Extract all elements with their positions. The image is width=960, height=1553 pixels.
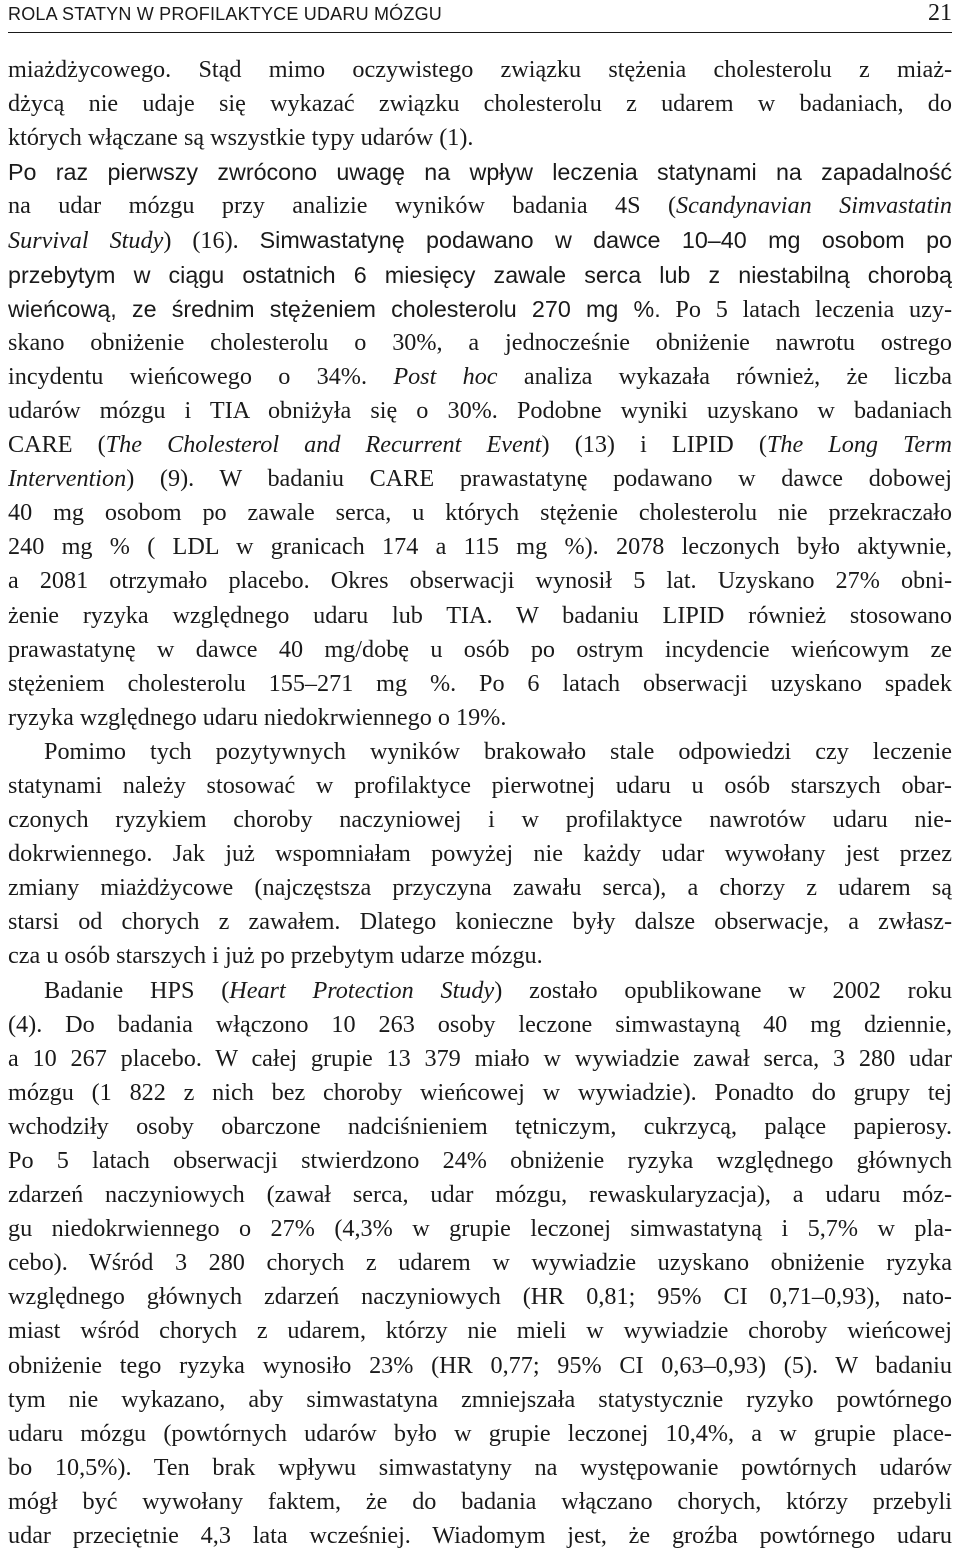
italic-text-run: Intervention xyxy=(8,465,127,493)
text-line xyxy=(8,1280,952,1314)
sans-text-run: Po raz pierwszy zwrócono uwagę na wpływ leczenia statynami na zapadalność xyxy=(8,159,952,186)
text-line xyxy=(8,1110,952,1144)
text-run: zmiany miażdżycowe (najczęstsza przyczyna zawału serca), a chorzy z udarem są xyxy=(8,874,952,902)
text-run: a 2081 otrzymało placebo. Okres obserwacji wynosił 5 lat. Uzyskano 27% obni- xyxy=(8,567,952,595)
text-line xyxy=(8,1417,952,1451)
sans-text-run: przebytym w ciągu ostatnich 6 miesięcy zawale serca lub z niestabilną chorobą xyxy=(8,261,952,288)
text-line xyxy=(8,564,952,598)
text-run: cza u osób starszych i już po przebytym udarze mózgu. xyxy=(8,942,543,970)
text-line xyxy=(8,258,952,292)
text-run: bo 10,5%). Ten brak wpływu simwastatyny na występowanie powtórnych udarów xyxy=(8,1453,952,1481)
text-line xyxy=(8,1008,952,1042)
text-line xyxy=(8,974,952,1008)
text-line xyxy=(8,1076,952,1110)
text-line xyxy=(8,1144,952,1178)
text-run: wchodziły osoby obarczone nadciśnieniem tętniczym, cukrzycą, palące papierosy. xyxy=(8,1112,952,1140)
text-line xyxy=(8,1383,952,1417)
paragraph-4s-care-lipid xyxy=(8,53,952,735)
text-line xyxy=(8,1178,952,1212)
text-line xyxy=(8,530,952,564)
text-line xyxy=(8,155,952,189)
text-run: a 10 267 placebo. W całej grupie 13 379 miało w wywiadzie zawał serca, 3 280 udar xyxy=(8,1044,952,1072)
text-run: miażdżycowego. Stąd mimo oczywistego związku stężenia cholesterolu z miaż- xyxy=(8,56,952,83)
italic-text-run: Scandynavian Simvastatin xyxy=(676,192,952,220)
italic-text-run: The Long Term xyxy=(766,431,952,459)
text-line xyxy=(8,803,952,837)
text-run: skano obniżenie cholesterolu o 30%, a jednocześnie obniżenie nawrotu ostrego xyxy=(8,328,952,356)
italic-text-run: The Cholesterol and Recurrent Event xyxy=(105,431,542,459)
text-line xyxy=(8,1042,952,1076)
text-line xyxy=(8,1212,952,1246)
text-line xyxy=(8,87,952,121)
text-run: dżycą nie udaje się wykazać związku cholesterolu z udarem w badaniach, do xyxy=(8,90,952,118)
text-line xyxy=(8,189,952,223)
text-line xyxy=(8,837,952,871)
text-run: których włączane są wszystkie typy udarów (1). xyxy=(8,124,474,152)
paragraph-open-questions xyxy=(8,735,952,974)
text-run: czonych ryzykiem choroby naczyniowej i w profilaktyce nawrotów udaru nie- xyxy=(8,806,952,834)
text-run: Pomimo tych pozytywnych wyników brakowało stale odpowiedzi czy leczenie xyxy=(44,737,952,765)
text-line xyxy=(8,871,952,905)
text-line xyxy=(8,633,952,667)
text-line xyxy=(8,292,952,326)
body-text xyxy=(8,53,952,1553)
text-line xyxy=(8,462,952,496)
text-run: 240 mg % ( LDL w granicach 174 a 115 mg %). 2078 leczonych było aktywnie, xyxy=(8,533,952,561)
text-run: (4). Do badania włączono 10 263 osoby leczone simwastayną 40 mg dziennie, xyxy=(8,1010,952,1038)
text-run: analiza wykazała również, że liczba xyxy=(497,362,952,390)
page-number: 21 xyxy=(928,0,952,26)
text-line xyxy=(8,53,952,87)
paragraph-hps-study xyxy=(8,974,952,1553)
text-run: gu niedokrwiennego o 27% (4,3% w grupie leczonej simwastatyną i 5,7% w pla- xyxy=(8,1215,952,1243)
text-run: Po 5 latach obserwacji stwierdzono 24% obniżenie ryzyka względnego głównych xyxy=(8,1147,952,1174)
text-line xyxy=(8,496,952,530)
italic-text-run: Heart Protection Study xyxy=(229,976,495,1004)
text-line xyxy=(8,223,952,257)
text-run: ) (9). W badaniu CARE prawastatynę podawano w dawce dobowej xyxy=(126,465,952,493)
text-line xyxy=(8,701,952,735)
text-run: Po 5 latach leczenia uzy- xyxy=(660,295,952,323)
text-line xyxy=(8,121,952,155)
text-line xyxy=(8,1451,952,1485)
text-run: ) (16). xyxy=(163,227,260,255)
text-line xyxy=(8,599,952,633)
text-run: udar przeciętnie 4,3 lata wcześniej. Wiadomym jest, że groźba powtórnego udaru xyxy=(8,1522,952,1550)
text-run: tym nie wykazano, aby simwastatyna zmniejszała statystycznie ryzyko powtórnego xyxy=(8,1385,952,1413)
italic-text-run: Post hoc xyxy=(393,362,498,390)
text-line xyxy=(8,428,952,462)
running-header xyxy=(8,0,952,33)
text-line xyxy=(8,667,952,701)
italic-text-run: Survival Study xyxy=(8,227,164,255)
text-run: incydentu wieńcowego o 34%. xyxy=(8,362,394,390)
text-line xyxy=(8,1485,952,1519)
text-run: 40 mg osobom po zawale serca, u których stężenie cholesterolu nie przekraczało xyxy=(8,499,952,527)
text-run: cebo). Wśród 3 280 chorych z udarem w wywiadzie uzyskano obniżenie ryzyka xyxy=(8,1249,952,1277)
sans-text-run: wieńcową, ze średnim stężeniem cholesterolu 270 mg %. xyxy=(8,295,661,322)
text-line xyxy=(8,1519,952,1553)
text-line xyxy=(8,905,952,939)
text-run: ) (13) i LIPID ( xyxy=(541,431,767,459)
text-line xyxy=(8,326,952,360)
text-run: mógł być wywołany faktem, że do badania włączano chorych, którzy przebyli xyxy=(8,1487,952,1515)
text-run: obniżenie tego ryzyka wynosiło 23% (HR 0,77; 95% CI 0,63–0,93) (5). W badaniu xyxy=(8,1351,952,1379)
text-run: Badanie HPS ( xyxy=(44,976,230,1004)
text-line xyxy=(8,1314,952,1348)
running-title: ROLA STATYN W PROFILAKTYCE UDARU MÓZGU xyxy=(8,4,442,24)
text-run: mózgu (1 822 z nich bez choroby wieńcowej w wywiadzie). Ponadto do grupy tej xyxy=(8,1078,952,1106)
text-run: żenie ryzyka względnego udaru lub TIA. W badaniu LIPID również stosowano xyxy=(8,601,952,629)
text-line xyxy=(8,360,952,394)
text-run: udarów mózgu i TIA obniżyła się o 30%. Podobne wyniki uzyskano w badaniach xyxy=(8,396,952,424)
text-run: miast wśród chorych z udarem, którzy nie mieli w wywiadzie choroby wieńcowej xyxy=(8,1317,952,1345)
text-line xyxy=(8,769,952,803)
text-run: zdarzeń naczyniowych (zawał serca, udar mózgu, rewaskularyzacja), a udaru móz- xyxy=(8,1181,952,1209)
sans-text-run: Simwastatynę podawano w dawce 10–40 mg osobom po xyxy=(259,227,952,254)
text-run: udaru mózgu (powtórnych udarów było w grupie leczonej 10,4%, a w grupie place- xyxy=(8,1419,952,1447)
text-run: stężeniem cholesterolu 155–271 mg %. Po 6 latach obserwacji uzyskano spadek xyxy=(8,669,952,697)
text-line xyxy=(8,394,952,428)
text-run: statynami należy stosować w profilaktyce pierwotnej udaru u osób starszych obar- xyxy=(8,771,952,799)
text-run: CARE ( xyxy=(8,431,106,459)
text-run: ryzyka względnego udaru niedokrwiennego o 19%. xyxy=(8,703,507,731)
text-line xyxy=(8,735,952,769)
text-run: ) zostało opublikowane w 2002 roku xyxy=(494,976,952,1004)
text-line xyxy=(8,1349,952,1383)
text-run: prawastatynę w dawce 40 mg/dobę u osób po ostrym incydencie wieńcowym ze xyxy=(8,635,952,663)
text-run: dokrwiennego. Jak już wspomniałam powyżej nie każdy udar wywołany jest przez xyxy=(8,840,952,868)
text-run: na udar mózgu przy analizie wyników badania 4S ( xyxy=(8,192,677,220)
text-run: względnego głównych zdarzeń naczyniowych (HR 0,81; 95% CI 0,71–0,93), nato- xyxy=(8,1283,952,1311)
text-line xyxy=(8,939,952,973)
text-line xyxy=(8,1246,952,1280)
text-run: starsi od chorych z zawałem. Dlatego konieczne były dalsze obserwacje, a zwłasz- xyxy=(8,908,952,936)
